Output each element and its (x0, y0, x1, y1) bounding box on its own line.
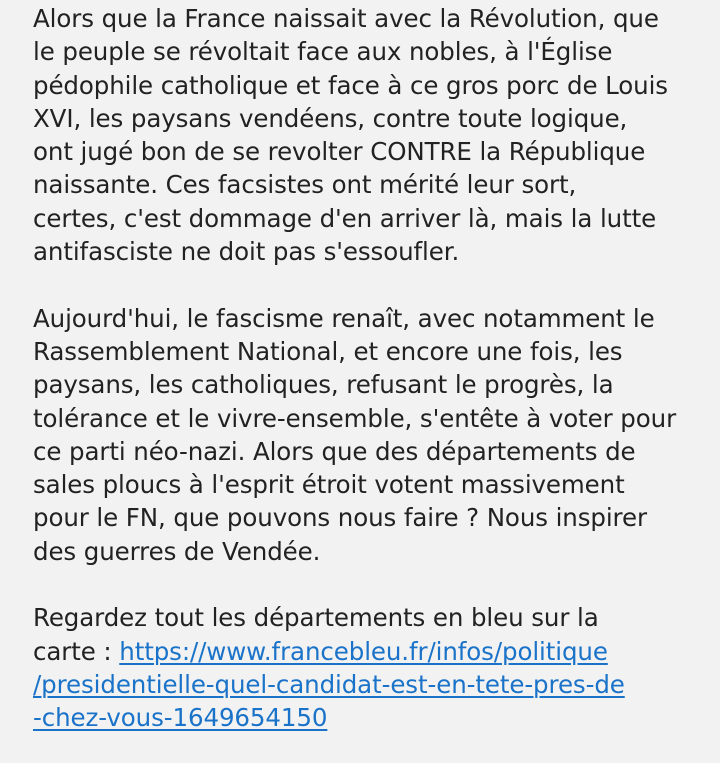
text-line: certes, c'est dommage d'en arriver là, mais la lutte (33, 203, 657, 233)
text-line: Regardez tout les départements en bleu sur la (33, 603, 599, 633)
text-line: pédophile catholique et face à ce gros porc de Louis (33, 70, 668, 100)
text-line: le peuple se révoltait face aux nobles, à l'Église (33, 37, 613, 67)
link-continuation-line (33, 701, 700, 734)
paragraph-gap (33, 568, 700, 601)
text-line: des guerres de Vendée. (33, 536, 321, 566)
paragraph-2 (33, 302, 700, 568)
text-line: ont jugé bon de se revolter CONTRE la République (33, 137, 646, 167)
text-line: XVI, les paysans vendéens, contre toute logique, (33, 103, 628, 133)
francebleu-link[interactable]: https://www.francebleu.fr/infos/politique (119, 636, 608, 666)
text-line-with-link (33, 635, 700, 668)
francebleu-link[interactable]: /presidentielle-quel-candidat-est-en-tete-pres-de (33, 669, 625, 699)
text-line: Alors que la France naissait avec la Révolution, que (33, 4, 659, 33)
paragraph-gap (33, 268, 700, 301)
text-line: antifasciste ne doit pas s'essoufler. (33, 237, 460, 267)
text-line: pour le FN, que pouvons nous faire ? Nous inspirer (33, 503, 647, 533)
link-continuation-line (33, 668, 700, 701)
text-line: naissante. Ces facsistes ont mérité leur sort, (33, 170, 577, 200)
text-line: paysans, les catholiques, refusant le progrès, la (33, 370, 614, 400)
paragraph-1 (33, 2, 700, 268)
text-line: sales ploucs à l'esprit étroit votent massivement (33, 470, 625, 500)
link-prefix-text: carte : (33, 636, 120, 666)
text-line: tolérance et le vivre-ensemble, s'entête à voter pour (33, 403, 677, 433)
text-line: Aujourd'hui, le fascisme renaît, avec notamment le (33, 303, 655, 333)
text-line: ce parti néo-nazi. Alors que des départements de (33, 436, 636, 466)
francebleu-link[interactable]: -chez-vous-1649654150 (33, 703, 328, 733)
paragraph-3 (33, 601, 700, 734)
text-line: Rassemblement National, et encore une fois, les (33, 336, 623, 366)
